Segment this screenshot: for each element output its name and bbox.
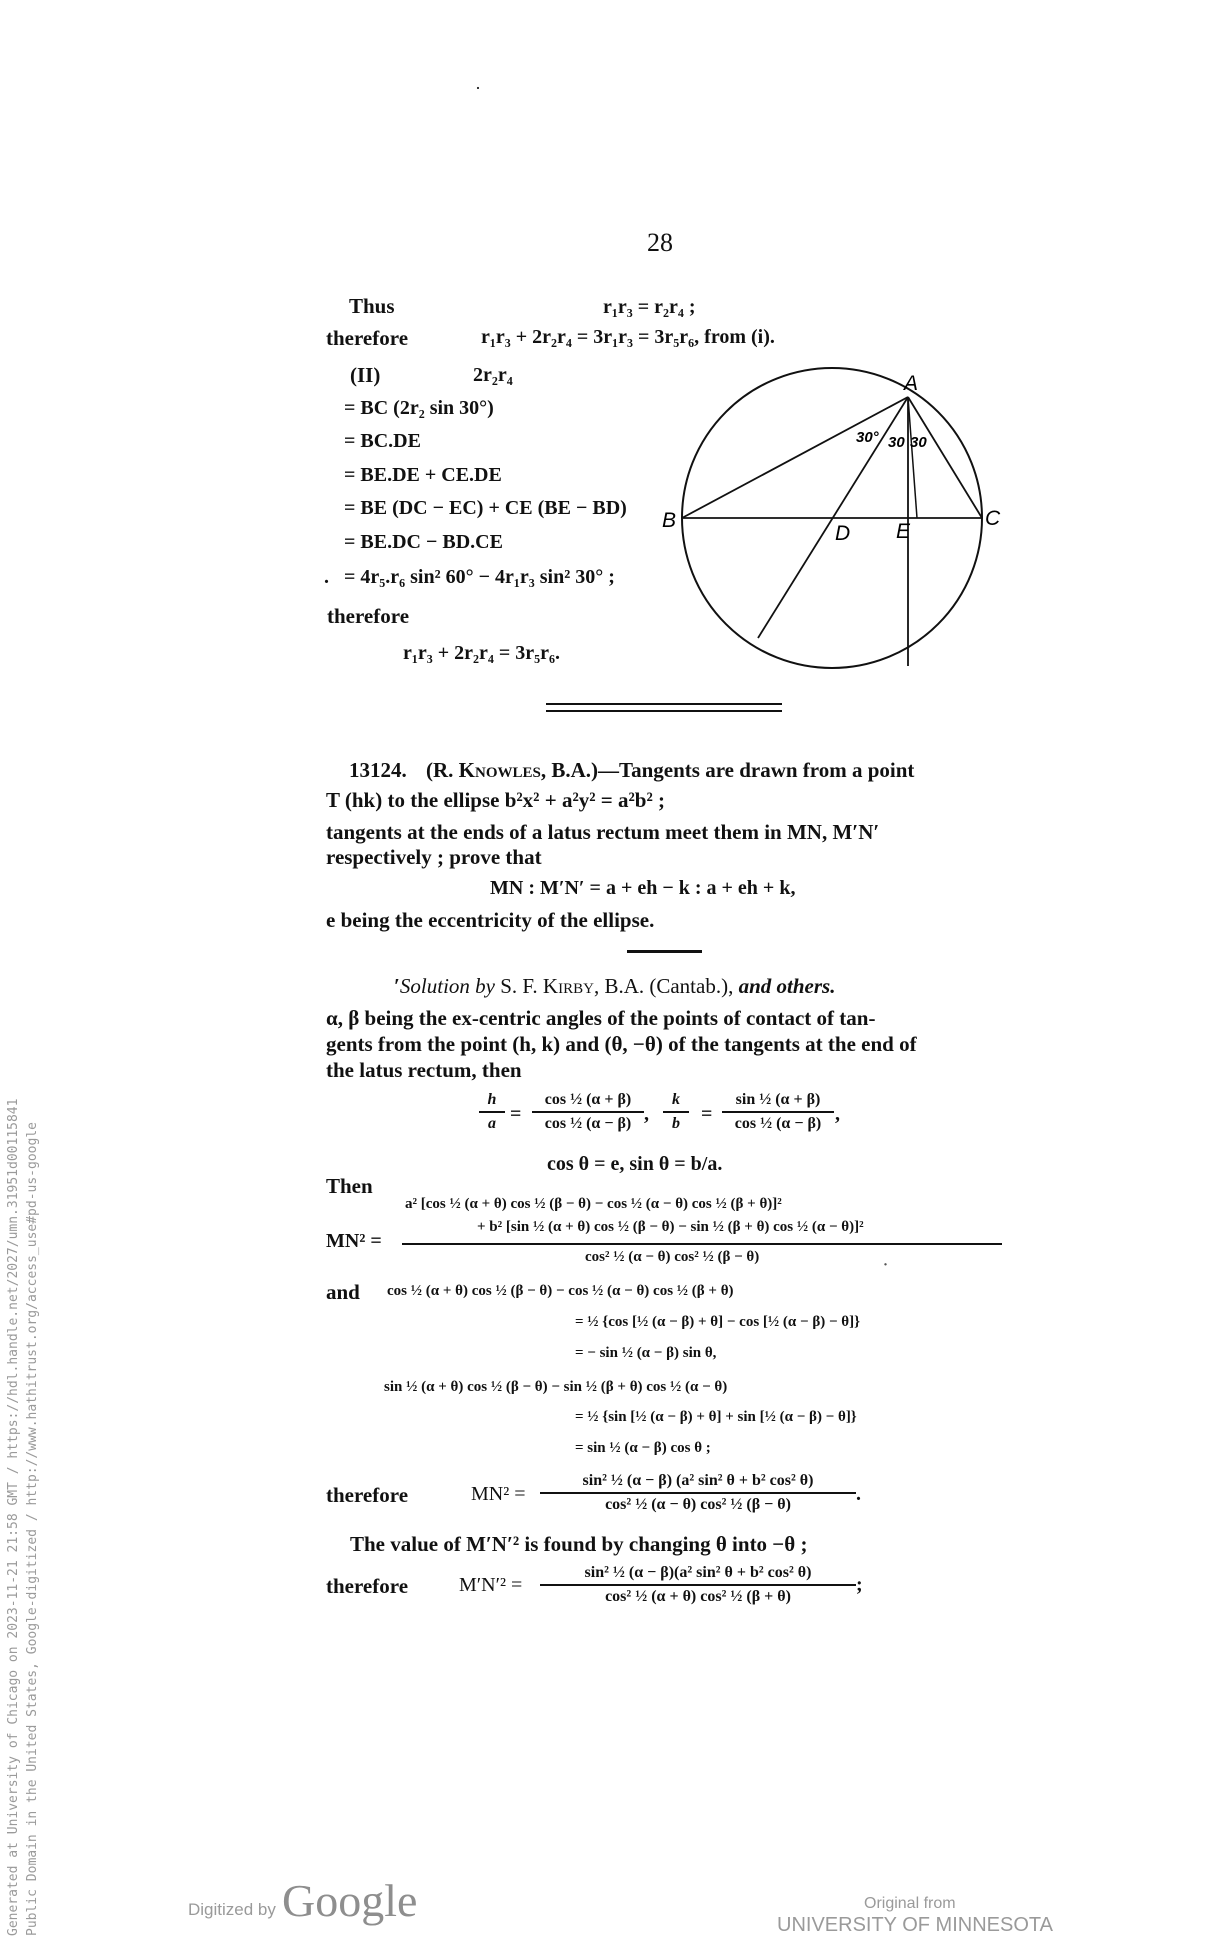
fraction-h-rhs-num: cos ½ (α + β): [532, 1089, 644, 1113]
fraction-b: b: [672, 1115, 680, 1132]
line-ab: [682, 397, 908, 518]
fraction-k: k: [663, 1089, 689, 1113]
value-line: The value of M′N′² is found by changing θ into −θ ;: [350, 1532, 808, 1556]
fraction-a: a: [488, 1115, 496, 1132]
problem-header: [349, 758, 914, 783]
page-number: 28: [647, 228, 673, 257]
mn2-denominator: cos² ½ (α − θ) cos² ½ (β − θ): [585, 1249, 760, 1265]
label-d: D: [835, 522, 851, 545]
problem-author-open: (R.: [426, 758, 459, 782]
final-equation: r₁r₃ + 2r₂r₄ = 3r₅r₆.: [403, 642, 561, 664]
thus-label: Thus: [349, 294, 395, 318]
problem-line-3: tangents at the ends of a latus rectum meet them in MN, M′N′: [326, 820, 880, 844]
thus-equation: r₁r₃ = r₂r₄ ;: [603, 296, 696, 318]
circle-triangle-diagram: [660, 360, 1020, 670]
solution-and-others: and others.: [738, 974, 836, 998]
side-stamp: [4, 1099, 42, 1936]
then-label: Then: [326, 1174, 373, 1198]
therefore-equation-1: r₁r₃ + 2r₂r₄ = 3r₁r₃ = 3r₅r₆, from (i).: [481, 326, 775, 348]
mpn2-fraction: [540, 1562, 856, 1608]
therefore-label-2: therefore: [327, 604, 410, 628]
fraction-h-rhs: [532, 1089, 644, 1135]
problem-ratio: MN : M′N′ = a + eh − k : a + eh + k,: [490, 877, 796, 899]
comma-1: ,: [644, 1103, 649, 1125]
stray-mark: ·: [475, 78, 481, 98]
section-ii-equation: 2r₂r₄: [473, 364, 513, 386]
side-stamp-line-2: Public Domain in the United States, Google-digitized / http://www.hathitrust.org/access_use#pd-us-google: [25, 1122, 40, 1936]
solution-header: [394, 974, 835, 999]
solution-author-sc: Kirby: [542, 974, 594, 998]
side-stamp-line-1: Generated at University of Chicago on 2023-11-21 21:58 GMT / https://hdl.handle.net/2027/umn.31951d00115841: [6, 1098, 21, 1936]
derivation-step-5: = BE.DC − BD.CE: [344, 531, 503, 553]
therefore-label-1: therefore: [326, 326, 409, 350]
fraction-k-over-b: [663, 1089, 689, 1135]
mn2-result-fraction: [540, 1470, 856, 1516]
sin-equation-3: = sin ½ (α − β) cos θ ;: [575, 1440, 711, 1456]
and-equation-2: = ½ {cos [½ (α − β) + θ] − cos [½ (α − β) − θ]}: [575, 1314, 861, 1330]
mpn2-den: cos² ½ (α + θ) cos² ½ (β + θ): [605, 1588, 791, 1605]
solution-by: Solution by: [399, 974, 495, 998]
label-b: B: [662, 509, 677, 532]
line-ac: [908, 397, 982, 518]
line-a-inner: [908, 397, 917, 518]
derivation-step-2: = BC.DE: [344, 430, 421, 452]
comma-2: ,: [835, 1103, 840, 1125]
and-equation-1: cos ½ (α + θ) cos ½ (β − θ) − cos ½ (α − θ) cos ½ (β + θ): [387, 1283, 734, 1299]
fraction-h: h: [479, 1089, 505, 1113]
mn2-result-tail: .: [856, 1483, 861, 1505]
sin-equation-2: = ½ {sin [½ (α − β) + θ] + sin [½ (α − β) − θ]}: [575, 1409, 857, 1425]
mn2-fraction-bar: [402, 1243, 1002, 1245]
mn2-numerator-line-1: a² [cos ½ (α + θ) cos ½ (β − θ) − cos ½ (α − θ) cos ½ (β + θ)]²: [405, 1196, 782, 1212]
mn2-numerator-line-2: + b² [sin ½ (α + θ) cos ½ (β − θ) − sin ½ (β + θ) cos ½ (α − θ)]²: [477, 1219, 864, 1235]
solution-line-2: gents from the point (h, k) and (θ, −θ) of the tangents at the end of: [326, 1032, 917, 1056]
stray-dot: ·: [883, 1257, 889, 1273]
derivation-step-4: = BE (DC − EC) + CE (BE − BD): [344, 497, 627, 519]
fraction-k-rhs: [722, 1089, 834, 1135]
mpn2-tail: ;: [856, 1574, 863, 1596]
solution-author-suffix: , B.A. (Cantab.),: [593, 974, 734, 998]
section-separator-top: [546, 703, 782, 705]
fraction-h-rhs-den: cos ½ (α − β): [544, 1115, 632, 1132]
therefore-label-4: therefore: [326, 1574, 409, 1598]
equals-sign-2: =: [701, 1103, 713, 1125]
fraction-h-over-a: [479, 1089, 505, 1135]
derivation-step-6: = 4r₅.r₆ sin² 60° − 4r₁r₃ sin² 30° ;: [344, 566, 615, 588]
mn2-result-den: cos² ½ (α − θ) cos² ½ (β − θ): [605, 1496, 791, 1513]
fraction-k-rhs-den: cos ½ (α − β): [734, 1115, 822, 1132]
label-c: C: [985, 507, 1001, 530]
solution-line-3: the latus rectum, then: [326, 1058, 522, 1082]
mpn2-lhs: M′N′² =: [459, 1574, 523, 1596]
label-e: E: [896, 520, 911, 543]
angle-label-2: 30: [888, 434, 905, 451]
and-equation-3: = − sin ½ (α − β) sin θ,: [575, 1345, 717, 1361]
cos-theta-line: cos θ = e, sin θ = b/a.: [547, 1153, 723, 1175]
angle-label-3: 30: [910, 434, 927, 451]
label-a: A: [904, 372, 919, 395]
solution-line-1: α, β being the ex-centric angles of the points of contact of tan-: [326, 1006, 876, 1030]
mpn2-num: sin² ½ (α − β)(a² sin² θ + b² cos² θ): [540, 1562, 856, 1586]
solution-mark: ʹ: [394, 974, 400, 998]
section-separator-bottom: [546, 710, 782, 712]
step-mark: .: [324, 566, 329, 588]
problem-line-2: T (hk) to the ellipse b²x² + a²y² = a²b² ;: [326, 788, 666, 812]
problem-line-4: respectively ; prove that: [326, 845, 542, 869]
solution-author: S. F.: [500, 974, 543, 998]
and-label: and: [326, 1280, 360, 1304]
angle-label-1: 30°: [856, 429, 879, 446]
derivation-step-3: = BE.DE + CE.DE: [344, 464, 502, 486]
problem-author-close: , B.A.)—Tangents are drawn from a point: [540, 758, 915, 782]
problem-line-6: e being the eccentricity of the ellipse.: [326, 908, 655, 932]
problem-number: 13124.: [349, 758, 407, 782]
section-ii-label: (II): [350, 363, 381, 387]
digitized-by-label: Digitized by: [188, 1900, 276, 1919]
mn2-result-num: sin² ½ (α − β) (a² sin² θ + b² cos² θ): [540, 1470, 856, 1494]
mn2-lhs: MN² =: [326, 1230, 382, 1252]
mn2-result-lhs: MN² =: [471, 1483, 526, 1505]
therefore-label-3: therefore: [326, 1483, 409, 1507]
problem-author-name: Knowles: [458, 758, 541, 782]
derivation-step-1: = BC (2r₂ sin 30°): [344, 397, 494, 419]
google-logo: Google: [282, 1875, 418, 1926]
sin-equation-1: sin ½ (α + θ) cos ½ (β − θ) − sin ½ (β + θ) cos ½ (α − θ): [384, 1379, 728, 1395]
university-label: UNIVERSITY OF MINNESOTA: [777, 1914, 1053, 1936]
solution-separator: [627, 950, 702, 953]
original-from-label: Original from: [864, 1895, 956, 1912]
fraction-k-rhs-num: sin ½ (α + β): [722, 1089, 834, 1113]
equals-sign-1: =: [510, 1103, 522, 1125]
